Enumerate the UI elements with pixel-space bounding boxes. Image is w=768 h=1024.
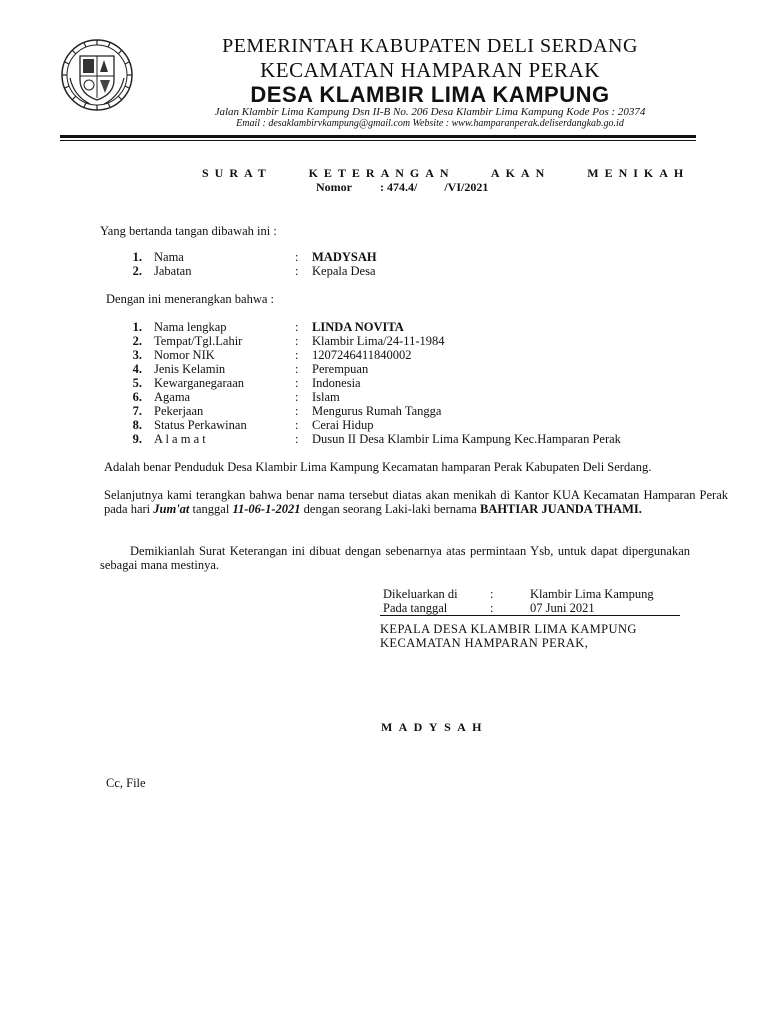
issue-date-colon: : (490, 601, 494, 615)
field-label: Status Perkawinan (154, 418, 247, 432)
marriage-statement (104, 489, 728, 516)
letterhead-address: Jalan Klambir Lima Kampung Dsn II-B No. 206 Desa Klambir Lima Kampung Kode Pos : 20374 (214, 106, 646, 118)
letterhead-divider-thin (60, 140, 696, 141)
field-label: Nama (154, 250, 184, 264)
field-colon: : (295, 376, 299, 390)
field-label: Pekerjaan (154, 404, 204, 418)
letterhead-regency: PEMERINTAH KABUPATEN DELI SERDANG (222, 35, 638, 57)
field-number: 5. (132, 376, 142, 390)
issue-place-value: Klambir Lima Kampung (530, 587, 654, 601)
marriage-date: 11-06-1-2021 (232, 501, 301, 516)
field-number: 2. (132, 334, 142, 348)
groom-name: BAHTIAR JUANDA THAMI. (479, 501, 642, 516)
field-label: Nama lengkap (154, 320, 227, 334)
letterhead-village: DESA KLAMBIR LIMA KAMPUNG (250, 82, 610, 107)
field-value: Islam (312, 390, 340, 404)
field-number: 6. (132, 390, 142, 404)
marriage-statement-text: dengan seorang Laki-laki bernama (300, 501, 480, 516)
field-number: 4. (132, 362, 142, 376)
declare-text: Dengan ini menerangkan bahwa : (106, 292, 274, 306)
field-label: Jenis Kelamin (154, 362, 226, 376)
signature-divider (380, 615, 680, 616)
field-colon: : (295, 250, 299, 264)
field-colon: : (295, 362, 299, 376)
nomor-label: Nomor (316, 180, 352, 194)
field-number: 1. (132, 250, 142, 264)
field-label: Tempat/Tgl.Lahir (154, 334, 243, 348)
field-value: Dusun II Desa Klambir Lima Kampung Kec.Hamparan Perak (312, 432, 621, 446)
deli-serdang-emblem-icon (60, 38, 134, 112)
field-label: A l a m a t (154, 432, 206, 446)
field-number: 1. (132, 320, 142, 334)
document-title: SURAT KETERANGAN AKAN MENIKAH (202, 166, 690, 180)
field-colon: : (295, 334, 299, 348)
field-number: 2. (132, 264, 142, 278)
closing-statement: Demikianlah Surat Keterangan ini dibuat dengan sebenarnya atas permintaan Ysb, untuk dapat dipergunakan sebagai mana mestinya. (100, 544, 690, 572)
letterhead-district: KECAMATAN HAMPARAN PERAK (260, 58, 600, 82)
field-colon: : (295, 320, 299, 334)
resident-statement: Adalah benar Penduduk Desa Klambir Lima Kampung Kecamatan hamparan Perak Kabupaten Deli Serdang. (104, 460, 652, 474)
marriage-statement-text: Selanjutnya kami terangkan bahwa benar nama tersebut diatas akan menikah di Kantor KUA Kecamatan Hamparan Perak pada hari (104, 488, 728, 516)
issue-date-value: 07 Juni 2021 (530, 601, 595, 615)
intro-text: Yang bertanda tangan dibawah ini : (100, 224, 277, 238)
field-value: Perempuan (312, 362, 369, 376)
nomor-value: : 474.4/ /VI/2021 (380, 180, 489, 194)
field-label: Agama (154, 390, 191, 404)
field-value: MADYSAH (312, 250, 377, 264)
field-number: 8. (132, 418, 142, 432)
field-number: 9. (132, 432, 142, 446)
field-number: 3. (132, 348, 142, 362)
field-colon: : (295, 418, 299, 432)
carbon-copy: Cc, File (106, 776, 146, 790)
field-value: Mengurus Rumah Tangga (312, 404, 442, 418)
issue-place-label: Dikeluarkan di (383, 587, 458, 601)
issue-date-label: Pada tanggal (383, 601, 448, 615)
field-number: 7. (132, 404, 142, 418)
signer-office-line1: KEPALA DESA KLAMBIR LIMA KAMPUNG (380, 622, 637, 636)
field-colon: : (295, 348, 299, 362)
field-colon: : (295, 404, 299, 418)
letterhead-contact: Email : desaklambirvkampung@gmail.com Website : www.hamparanperak.deliserdangkab.go.id (236, 118, 624, 129)
field-colon: : (295, 432, 299, 446)
field-colon: : (295, 264, 299, 278)
field-label: Kewarganegaraan (154, 376, 244, 390)
field-value: 1207246411840002 (312, 348, 412, 362)
field-value: LINDA NOVITA (312, 320, 404, 334)
field-value: Indonesia (312, 376, 361, 390)
marriage-statement-text: tanggal (189, 501, 233, 516)
field-value: Klambir Lima/24-11-1984 (312, 334, 445, 348)
field-value: Kepala Desa (312, 264, 376, 278)
field-label: Nomor NIK (154, 348, 215, 362)
letterhead-divider (60, 135, 696, 138)
signer-office-line2: KECAMATAN HAMPARAN PERAK, (380, 636, 589, 650)
issue-place-colon: : (490, 587, 494, 601)
field-value: Cerai Hidup (312, 418, 374, 432)
signer-name: M A D Y S A H (381, 720, 484, 734)
marriage-day: Jum'at (153, 501, 190, 516)
field-label: Jabatan (154, 264, 192, 278)
field-colon: : (295, 390, 299, 404)
